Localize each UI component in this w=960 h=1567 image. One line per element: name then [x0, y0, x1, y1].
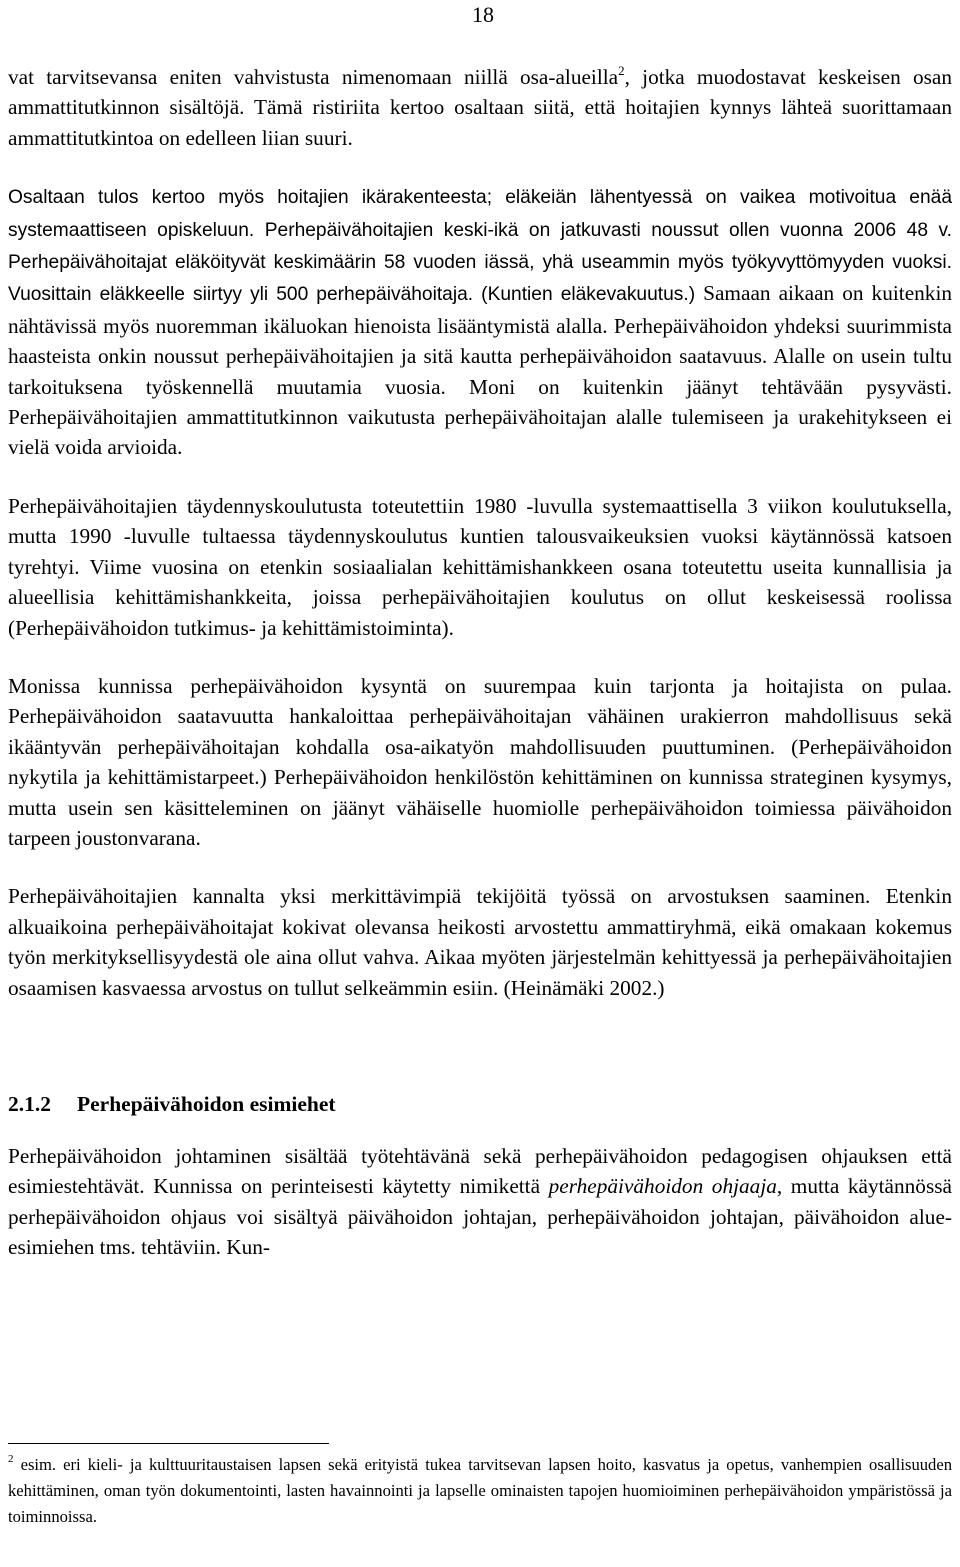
footnote-separator [8, 1443, 329, 1444]
paragraph-1-text-a: vat tarvitsevansa eniten vahvistusta nimenomaan niillä osa-alueilla [8, 65, 619, 89]
paragraph-5: Perhepäivähoitajien kannalta yksi merkittävimpiä tekijöitä työssä on arvostuksen saaminen. Etenkin alkuaikoina perhepäivähoitajat kokivat olevansa heikosti arvostettu ammattiryhmä, eikä omakaan kokemus työn merkityksellisyydestä ole aina ollut vahva. Aikaa myöten järjestelmän kehittyessä ja perhepäivähoitajien osaamisen kasvaessa arvostus on tullut selkeämmin esiin. (Heinämäki 2002.) [8, 884, 952, 1000]
footnote-reference: 2 [618, 63, 625, 78]
section-title: Perhepäivähoidon esimiehet [77, 1091, 336, 1116]
footnote-marker: 2 [8, 1453, 14, 1465]
paragraph-6-italic-term: perhepäivähoidon ohjaaja [548, 1174, 777, 1199]
page-number: 18 [472, 2, 494, 27]
paragraph-1 [8, 62, 952, 153]
paragraph-6-text-a: Perhepäivähoidon johtaminen sisältää työtehtävänä sekä perhepäivähoidon pedagogisen ohjauksen että esimiestehtävät. Kunnissa on perinteisesti käytetty nimikettä [8, 1143, 952, 1199]
paragraph-4: Monissa kunnissa perhepäivähoidon kysyntä on suurempaa kuin tarjonta ja hoitajista on pulaa. Perhepäivähoidon saatavuutta hankaloittaa perhepäivähoitajan vähäinen urakierron mahdollisuus sekä ikääntyvän perhepäivähoitajan kohdalla osa-aikatyön mahdollisuuden puuttuminen. (Perhepäivähoidon nykytila ja kehittämistarpeet.) Perhepäivähoidon henkilöstön kehittäminen on kunnissa strateginen kysymys, mutta usein sen käsitteleminen on jäänyt vähäiselle huomiolle perhepäivähoidon toimiessa päivähoidon tarpeen joustonvarana. [8, 673, 952, 850]
paragraph-6-text-b: , mutta käytännössä perhepäivähoidon ohjaus voi sisältyä päivähoidon johtajan, perhepäivähoidon johtajan, päivähoidon alue-esimiehen tms. tehtäviin. Kun- [8, 1174, 952, 1260]
paragraph-6 [8, 1141, 952, 1263]
section-number: 2.1.2 [8, 1091, 51, 1116]
paragraph-2-sans-text: Osaltaan tulos kertoo myös hoitajien ikärakenteesta; eläkeiän lähentyessä on vaikea motivoitua enää systemaattiseen opiskeluun. Perhepäivähoitajien keski-ikä on jatkuvasti noussut ollen vuonna 2006 48 v. Perhepäivähoitajat eläköityvät keskimäärin 58 vuoden iässä, yhä useammin myös työkyvyttömyyden vuoksi. Vuosittain eläkkeelle siirtyy yli 500 perhepäivähoitaja. (Kuntien eläkevakuutus.) [8, 187, 952, 306]
page-body [8, 62, 952, 1263]
paragraph-1-text-b: , jotka muodostavat keskeisen osan ammattitutkinnon sisältöjä. Tämä ristiriita kertoo osaltaan siitä, että hoitajien kynnys lähteä suorittamaan ammattitutkintoa on edelleen liian suuri. [8, 65, 952, 150]
footnote [8, 1452, 952, 1530]
paragraph-2-serif-text: Samaan aikaan on kuitenkin nähtävissä myös nuoremman ikäluokan hienoista lisääntymistä alalla. Perhepäivähoidon yhdeksi suurimmista haasteista onkin noussut perhepäivähoitajien ja sitä kautta perhepäivähoidon saatavuus. Alalle on usein tultu tarkoituksena työskennellä muutamia vuosia. Moni on kuitenkin jäänyt tehtävään pysyvästi. Perhepäivähoitajien ammattitutkinnon vaikutusta perhepäivähoitajan alalle tulemiseen ja urakehitykseen ei vielä voida arvioida. [8, 281, 953, 460]
footnote-text: esim. eri kieli- ja kulttuuritaustaisen lapsen sekä erityistä tukea tarvitsevan lapsen hoito, kasvatus ja opetus, vanhempien osallisuuden kehittäminen, oman työn dokumentointi, lasten havainnointi ja lapselle ominaisten tapojen huomioiminen perhepäivähoidon ympäristössä ja toiminnoissa. [8, 1455, 952, 1526]
paragraph-3: Perhepäivähoitajien täydennyskoulutusta toteutettiin 1980 -luvulla systemaattisella 3 viikon koulutuksella, mutta 1990 -luvulle tultaessa täydennyskoulutus kuntien talousvaikeuksien vuoksi käytännössä katsoen tyrehtyi. Viime vuosina on etenkin sosiaalialan kehittämishankkeen osana toteutettu useita kunnallisia ja alueellisia kehittämishankkeita, joissa perhepäivähoitajien koulutus on ollut keskeisessä roolissa (Perhepäivähoidon tutkimus- ja kehittämistoiminta). [8, 493, 952, 640]
section-heading [8, 1089, 952, 1119]
paragraph-2 [8, 181, 952, 463]
